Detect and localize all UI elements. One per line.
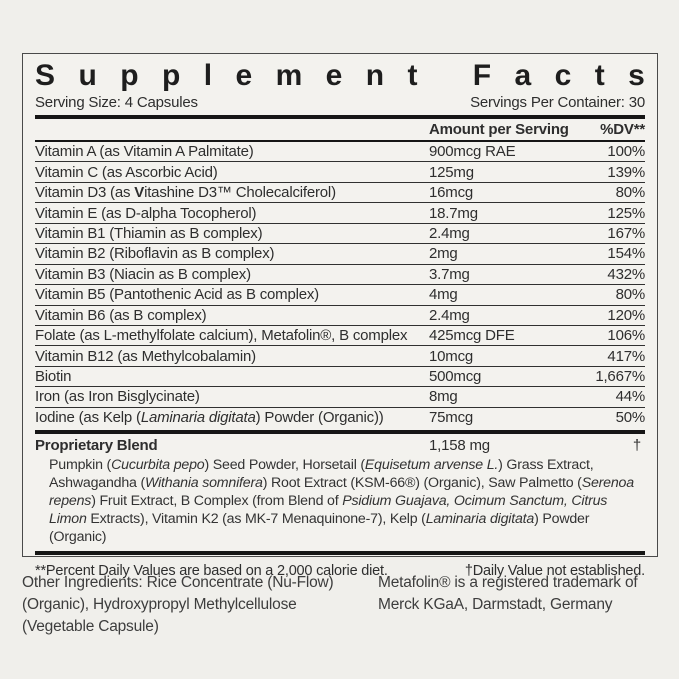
- trademark-note: Metafolin® is a registered trademark of Merck KGaA, Darmstadt, Germany: [378, 574, 638, 613]
- nutrient-name: Iodine (as Kelp (Laminaria digitata) Powder (Organic)): [35, 409, 384, 427]
- nutrient-dv: 44%: [615, 388, 645, 406]
- nutrient-dv: 167%: [607, 224, 645, 242]
- nutrient-name: Vitamin B2 (Riboflavin as B complex): [35, 245, 275, 263]
- blend-dagger: †: [632, 437, 641, 455]
- nutrient-amount: 2.4mg: [429, 306, 470, 324]
- table-row: [35, 183, 645, 203]
- table-row: [35, 306, 645, 326]
- nutrient-amount: 75mcg: [429, 409, 474, 427]
- footnote-dagger: †Daily Value not established.: [464, 562, 645, 579]
- dv-column-header: %DV**: [600, 121, 645, 138]
- nutrient-name: Iron (as Iron Bisglycinate): [35, 388, 200, 406]
- nutrient-dv: 417%: [607, 347, 645, 365]
- thick-rule: [35, 430, 645, 435]
- table-row: [35, 244, 645, 264]
- panel-title: S u p p l e m e n t F a c t s: [35, 59, 645, 92]
- nutrient-dv: 80%: [615, 184, 645, 202]
- nutrient-dv: 154%: [607, 245, 645, 263]
- below-panel-notes: [22, 572, 657, 638]
- table-row: [35, 142, 645, 162]
- nutrient-amount: 900mcg RAE: [429, 143, 516, 161]
- nutrient-name: Vitamin B5 (Pantothenic Acid as B complex): [35, 286, 319, 304]
- nutrient-name: Folate (as L-methylfolate calcium), Metafolin®, B complex: [35, 327, 408, 345]
- table-row: [35, 224, 645, 244]
- amount-column-header: Amount per Serving: [429, 121, 569, 138]
- table-row: [35, 346, 645, 366]
- table-row: [35, 203, 645, 223]
- thick-rule: [35, 551, 645, 556]
- footnote-daily-values: **Percent Daily Values are based on a 2,000 calorie diet.: [35, 562, 388, 579]
- nutrient-dv: 80%: [615, 286, 645, 304]
- nutrient-amount: 500mcg: [429, 368, 482, 386]
- nutrient-dv: 100%: [607, 143, 645, 161]
- proprietary-blend-row: [35, 436, 645, 455]
- nutrient-name: Vitamin A (as Vitamin A Palmitate): [35, 143, 254, 161]
- nutrient-dv: 139%: [607, 163, 645, 181]
- nutrient-dv: 1,667%: [595, 368, 645, 386]
- column-header-row: [35, 121, 645, 139]
- nutrient-amount: 4mg: [429, 286, 458, 304]
- table-row: [35, 265, 645, 285]
- thick-rule: [35, 115, 645, 120]
- nutrient-name: Vitamin B6 (as B complex): [35, 306, 207, 324]
- servings-per-container: Servings Per Container: 30: [470, 94, 645, 111]
- nutrient-name: Vitamin E (as D-alpha Tocopherol): [35, 204, 257, 222]
- other-ingredients-note: Other Ingredients: Rice Concentrate (Nu-Flow) (Organic), Hydroxypropyl Methylcellulose (Vegetable Capsule): [22, 574, 334, 635]
- nutrient-dv: 50%: [615, 409, 645, 427]
- nutrient-name: Vitamin B1 (Thiamin as B complex): [35, 224, 263, 242]
- nutrient-name: Vitamin B12 (as Methylcobalamin): [35, 347, 256, 365]
- nutrient-amount: 2.4mg: [429, 224, 470, 242]
- table-row: [35, 285, 645, 305]
- nutrient-amount: 3.7mg: [429, 265, 470, 283]
- nutrient-dv: 120%: [607, 306, 645, 324]
- nutrient-name: Vitamin C (as Ascorbic Acid): [35, 163, 218, 181]
- nutrient-amount: 18.7mg: [429, 204, 478, 222]
- supplement-facts-panel: [22, 53, 658, 579]
- nutrient-name: Vitamin B3 (Niacin as B complex): [35, 265, 251, 283]
- nutrient-amount: 2mg: [429, 245, 458, 263]
- table-row: [35, 367, 645, 387]
- blend-description: Pumpkin (Cucurbita pepo) Seed Powder, Horsetail (Equisetum arvense L.) Grass Extract, Ashwagandha (Withania somnifera) Root Extract (KSM-66®) (Organic), Saw Palmetto (Serenoa repens) Fruit Extract, B Complex (from Blend of Psidium Guajava, Ocimum Sanctum, Citrus Limon Extracts), Vitamin K2 (as MK-7 Menaquinone-7), Kelp (Laminaria digitata) Powder (Organic): [49, 457, 634, 546]
- nutrient-name: Vitamin D3 (as Vitashine D3™ Cholecalciferol): [35, 184, 336, 202]
- nutrient-amount: 10mcg: [429, 347, 474, 365]
- nutrient-amount: 8mg: [429, 388, 458, 406]
- serving-size: Serving Size: 4 Capsules: [35, 94, 198, 111]
- blend-name: Proprietary Blend: [35, 437, 158, 455]
- table-row: [35, 387, 645, 407]
- serving-info-row: [35, 93, 645, 113]
- nutrient-amount: 125mg: [429, 163, 474, 181]
- nutrient-amount: 16mcg: [429, 184, 474, 202]
- nutrient-name: Biotin: [35, 368, 72, 386]
- nutrient-table: [35, 142, 645, 428]
- nutrient-amount: 425mcg DFE: [429, 327, 515, 345]
- table-row: [35, 162, 645, 182]
- nutrient-dv: 125%: [607, 204, 645, 222]
- table-row: [35, 326, 645, 346]
- nutrient-dv: 432%: [607, 265, 645, 283]
- table-row: [35, 408, 645, 428]
- blend-amount: 1,158 mg: [429, 437, 490, 455]
- nutrient-dv: 106%: [607, 327, 645, 345]
